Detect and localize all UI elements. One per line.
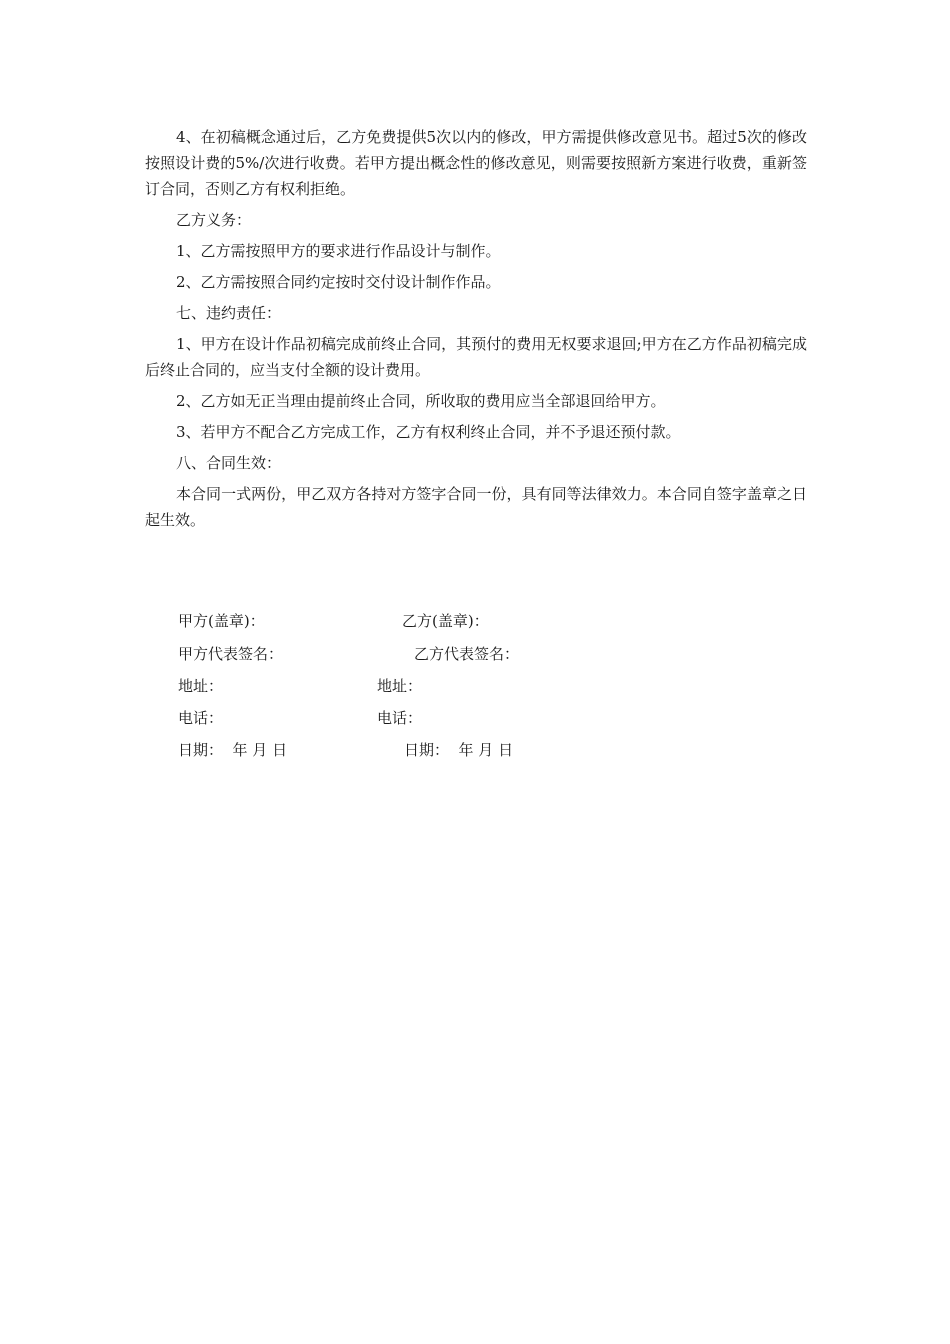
clause-breach-party-a: 1、甲方在设计作品初稿完成前终止合同，其预付的费用无权要求退回;甲方在乙方作品初稿完成后终止合同的，应当支付全额的设计费用。 xyxy=(145,335,807,379)
party-a-date-label: 日期： 年 月 日 xyxy=(178,741,288,759)
party-a-address-label: 地址： xyxy=(178,677,224,695)
party-a-rep-label: 甲方代表签名： xyxy=(178,645,284,663)
party-a-seal-label: 甲方(盖章)： xyxy=(178,612,265,630)
section-heading-party-b-obligations: 乙方义务： xyxy=(176,211,252,229)
clause-revisions: 4、在初稿概念通过后，乙方免费提供5次以内的修改，甲方需提供修改意见书。超过5次的修改按照设计费的5%/次进行收费。若甲方提出概念性的修改意见，则需要按照新方案进行收费，重新签订合同，否则乙方有权利拒绝。 xyxy=(145,128,807,198)
party-a-phone-label: 电话： xyxy=(178,709,224,727)
party-b-date-label: 日期： 年 月 日 xyxy=(404,741,514,759)
party-b-address-label: 地址： xyxy=(377,677,423,695)
clause-breach-cooperation: 3、若甲方不配合乙方完成工作，乙方有权利终止合同，并不予退还预付款。 xyxy=(176,423,681,441)
party-b-seal-label: 乙方(盖章)： xyxy=(402,612,489,630)
section-heading-breach: 七、违约责任： xyxy=(176,304,282,322)
clause-party-b-design: 1、乙方需按照甲方的要求进行作品设计与制作。 xyxy=(176,242,501,260)
party-b-rep-label: 乙方代表签名： xyxy=(414,645,520,663)
party-b-phone-label: 电话： xyxy=(377,709,423,727)
section-heading-effect: 八、合同生效： xyxy=(176,454,282,472)
clause-breach-party-b: 2、乙方如无正当理由提前终止合同，所收取的费用应当全部退回给甲方。 xyxy=(176,392,666,410)
contract-body xyxy=(145,124,807,538)
clause-effect: 本合同一式两份，甲乙双方各持对方签字合同一份，具有同等法律效力。本合同自签字盖章之日起生效。 xyxy=(145,485,807,529)
clause-party-b-delivery: 2、乙方需按照合同约定按时交付设计制作作品。 xyxy=(176,273,501,291)
